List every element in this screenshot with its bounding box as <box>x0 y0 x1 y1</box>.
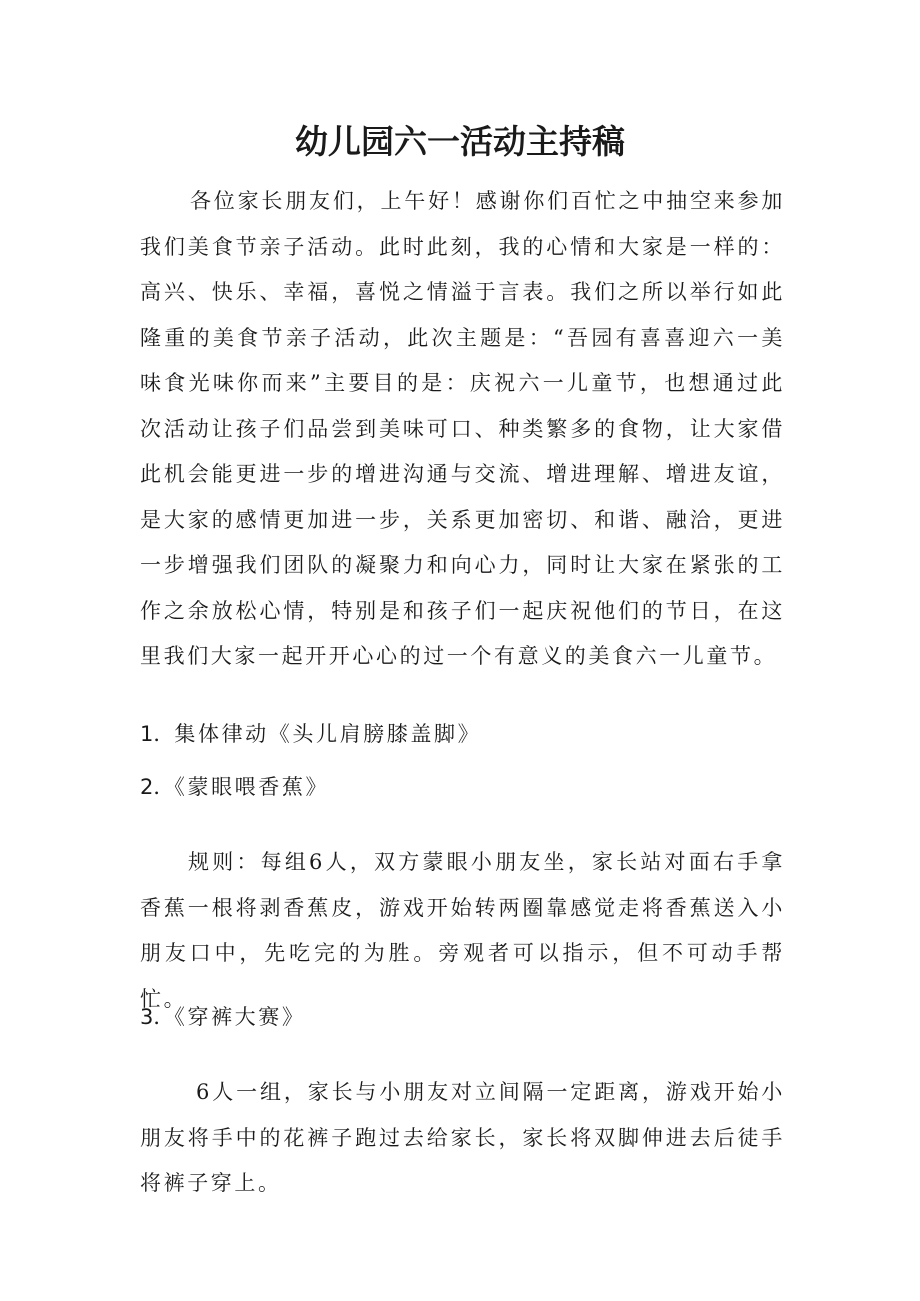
item-number: 2． <box>140 775 175 799</box>
list-item <box>140 995 785 1040</box>
rule-paragraph: 6人一组，家长与小朋友对立间隔一定距离，游戏开始小朋友将手中的花裤子跑过去给家长，家长将双脚伸进去后徒手将裤子穿上。 <box>140 1080 785 1195</box>
item-number: 3． <box>140 1005 175 1029</box>
rule-paragraph: 规则：每组6人，双方蒙眼小朋友坐，家长站对面右手拿香蕉一根将剥香蕉皮，游戏开始转两圈靠感觉走将香蕉送入小朋友口中，先吃完的为胜。旁观者可以指示，但不可动手帮忙。 <box>140 850 785 1011</box>
intro-paragraph: 各位家长朋友们，上午好！感谢你们百忙之中抽空来参加我们美食节亲子活动。此时此刻，我的心情和大家是一样的：高兴、快乐、幸福，喜悦之情溢于言表。我们之所以举行如此隆重的美食节亲子活动，此次主题是：“吾园有喜喜迎六一美味食光味你而来”主要目的是：庆祝六一儿童节，也想通过此次活动让孩子们品尝到美味可口、种类繁多的食物，让大家借此机会能更进一步的增进沟通与交流、增进理解、增进友谊，是大家的感情更加进一步，关系更加密切、和谐、融洽，更进一步增强我们团队的凝聚力和向心力，同时让大家在紧张的工作之余放松心情，特别是和孩子们一起庆祝他们的节日，在这里我们大家一起开开心心的过一个有意义的美食六一儿童节。 <box>140 189 785 668</box>
item-title: 《蒙眼喂香蕉》 <box>174 775 330 799</box>
item-number: 1． <box>140 722 175 746</box>
item-title: 集体律动《头儿肩膀膝盖脚》 <box>174 722 482 746</box>
list-item <box>140 712 785 757</box>
list-item <box>140 765 785 810</box>
item-title: 《穿裤大赛》 <box>174 1005 306 1029</box>
page-title: 幼儿园六一活动主持稿 <box>295 122 625 161</box>
